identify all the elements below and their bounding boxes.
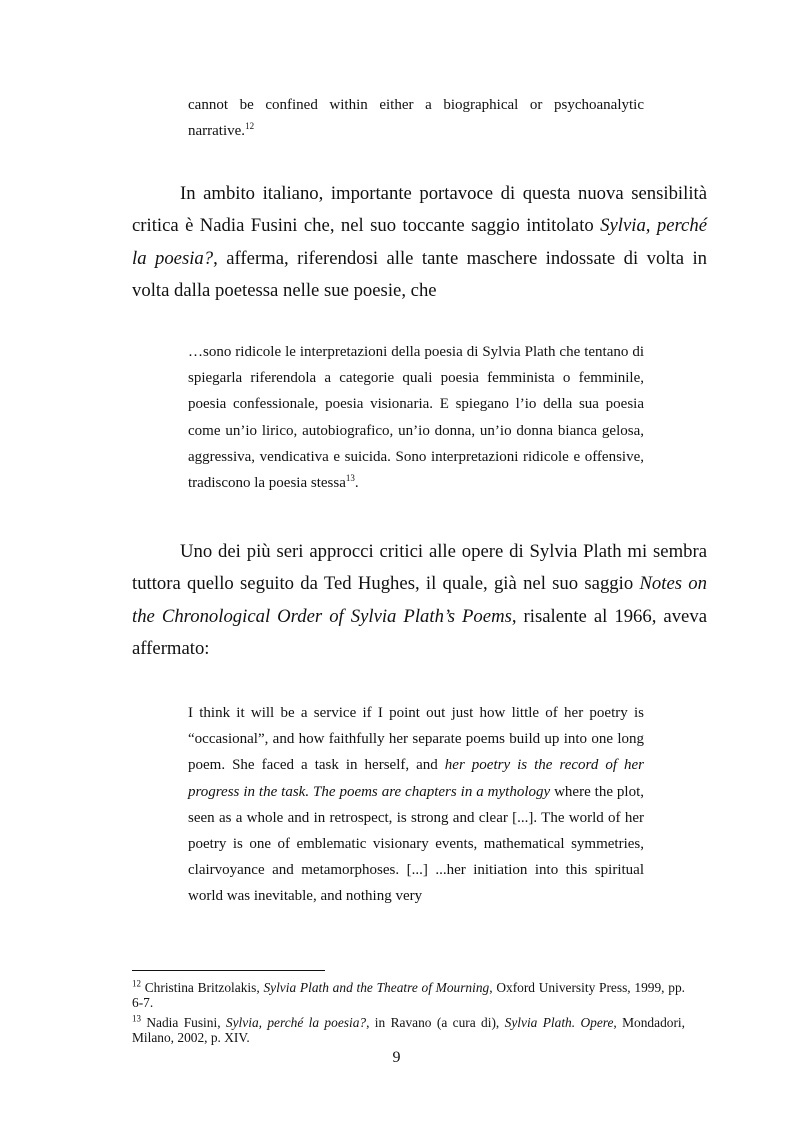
block-quote-fusini: …sono ridicole le interpretazioni della poesia di Sylvia Plath che tentano di spiegarla riferendola a categorie quali poesia femminista o femminile, poesia confessionale, poesia visionaria. E spiegano l’io della sua poesia come un’io lirico, autobiografico, un’io donna, un’io donna bianca gelosa, aggressiva, vendicativa e suicida. Sono interpretazioni ridicole e offensive, tradiscono la poesia stessa$^{13}$. xyxy=(188,344,644,492)
footnote-ref-13: 13 xyxy=(345,473,355,484)
footnote-ref-12: 12 xyxy=(245,121,255,132)
body-paragraph-hughes: Uno dei più seri approcci critici alle opere di Sylvia Plath mi sembra tuttora quello seguito da Ted Hughes, il quale, già nel suo saggio Notes on the Chronological Order of Sylvia Plath’s Poems, risalente al 1966, aveva affermato: xyxy=(132,541,707,659)
block-quote-fragment: cannot be confined within either a biographical or psychoanalytic narrative.$^{12}$ xyxy=(188,97,644,140)
block-quote-hughes: I think it will be a service if I point out just how little of her poetry is “occasional”, and how faithfully her separate poems build up into one long poem. She faced a task in herself, and her poetry is the record of her progress in the task. The poems are chapters in a mythology where the plot, seen as a whole and in retrospect, is strong and clear [...]. The world of her poetry is one of emblematic visionary events, mathematical symmetries, clairvoyance and metamorphoses. [...] ...her initiation into this spiritual world was inevitable, and nothing very xyxy=(188,705,645,905)
footnote-12: $^{12}$ Christina Britzolakis, Sylvia Plath and the Theatre of Mourning, Oxford University Press, 1999, pp. 6-7. xyxy=(132,978,685,1010)
footnote-13: $^{13}$ Nadia Fusini, Sylvia, perché la poesia?, in Ravano (a cura di), Sylvia Plath. Opere, Mondadori, Milano, 2002, p. XIV. xyxy=(132,1013,685,1045)
page-number: 9 xyxy=(392,1049,401,1066)
quote-emphasis: her poetry is the record of her progress in the task. The poems are chapters in a mythology xyxy=(188,757,645,800)
body-paragraph-fusini: In ambito italiano, importante portavoce di questa nuova sensibilità critica è Nadia Fusini che, nel suo toccante saggio intitolato Sylvia, perché la poesia?, afferma, riferendosi alle tante maschere indossate di volta in volta dalla poetessa nelle sue poesie, che xyxy=(132,183,708,301)
work-title-notes-chronological: Notes on the Chronological Order of Sylvia Plath’s Poems xyxy=(132,573,707,627)
work-title-sylvia-perche: Sylvia, perché la poesia? xyxy=(132,215,707,269)
footnote-separator xyxy=(132,970,325,971)
